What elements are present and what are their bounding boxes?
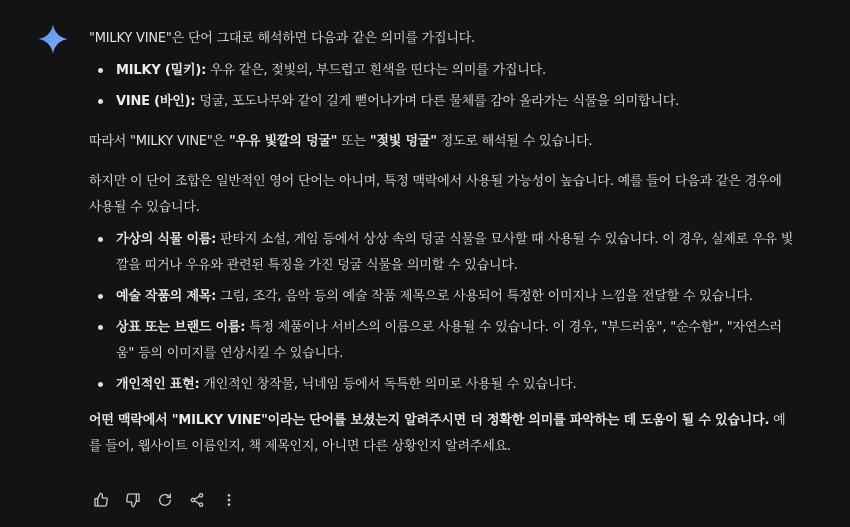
term-desc: 우유 같은, 젖빛의, 부드럽고 흰색을 띤다는 의미를 가집니다. — [206, 63, 546, 78]
list-item — [89, 227, 794, 279]
more-vert-icon — [221, 492, 237, 508]
response-actions — [89, 488, 241, 512]
share-icon — [189, 492, 205, 508]
thumbs-down-button[interactable] — [121, 488, 145, 512]
use-desc: 개인적인 창작물, 닉네임 등에서 독특한 의미로 사용될 수 있습니다. — [199, 377, 577, 392]
use-label: 상표 또는 브랜드 이름: — [116, 320, 246, 335]
list-item — [89, 284, 794, 310]
usage-list — [89, 227, 794, 398]
list-item — [89, 58, 794, 84]
list-item — [89, 372, 794, 398]
summary-text: 따라서 "MILKY VINE"은 — [89, 134, 229, 149]
response-body — [89, 26, 794, 460]
term-label: MILKY (밀키): — [116, 63, 207, 78]
summary-bold-2: "젖빛 덩굴" — [369, 134, 437, 149]
summary-bold-1: "우유 빛깔의 덩굴" — [228, 134, 338, 149]
redo-icon — [157, 492, 173, 508]
term-desc: 덩굴, 포도나무와 같이 길게 뻗어나가며 다른 물체를 감아 올라가는 식물을 의미합니다. — [195, 94, 680, 109]
use-desc: 그림, 조각, 음악 등의 예술 작품 제목으로 사용되어 특정한 이미지나 느낌을 전달할 수 있습니다. — [216, 289, 753, 304]
summary-text: 또는 — [337, 134, 370, 149]
thumbs-up-icon — [93, 492, 109, 508]
context-paragraph: 하지만 이 단어 조합은 일반적인 영어 단어는 아니며, 특정 맥락에서 사용될 가능성이 높습니다. 예를 들어 다음과 같은 경우에 사용될 수 있습니다. — [89, 174, 782, 215]
use-label: 가상의 식물 이름: — [116, 232, 217, 247]
more-options-button[interactable] — [217, 488, 241, 512]
use-label: 개인적인 표현: — [116, 377, 200, 392]
summary-paragraph — [89, 129, 794, 155]
use-desc: 판타지 소설, 게임 등에서 상상 속의 덩굴 식물을 묘사할 때 사용될 수 있습니다. 이 경우, 실제로 우유 빛깔을 띠거나 우유와 관련된 특징을 가진 덩굴 식물을 의미할 수 있습니다. — [116, 232, 794, 273]
closing-paragraph — [89, 408, 794, 460]
list-item — [89, 315, 794, 367]
regenerate-button[interactable] — [153, 488, 177, 512]
closing-text: 예를 들어, 웹사이트 이름인지, 책 제목인지, 아니면 다른 상황인지 알려주세요. — [89, 413, 786, 454]
term-label: VINE (바인): — [116, 94, 196, 109]
use-label: 예술 작품의 제목: — [116, 289, 217, 304]
thumbs-down-icon — [125, 492, 141, 508]
share-button[interactable] — [185, 488, 209, 512]
intro-paragraph: "MILKY VINE"은 단어 그대로 해석하면 다음과 같은 의미를 가집니다. — [89, 31, 475, 46]
literal-meaning-list — [89, 58, 794, 115]
gemini-sparkle-icon — [38, 24, 68, 54]
use-desc: 특정 제품이나 서비스의 이름으로 사용될 수 있습니다. 이 경우, "부드러움", "순수함", "자연스러움" 등의 이미지를 연상시킬 수 있습니다. — [116, 320, 782, 361]
summary-text: 정도로 해석될 수 있습니다. — [436, 134, 593, 149]
thumbs-up-button[interactable] — [89, 488, 113, 512]
closing-bold: 어떤 맥락에서 "MILKY VINE"이라는 단어를 보셨는지 알려주시면 더 정확한 의미를 파악하는 데 도움이 될 수 있습니다. — [89, 413, 770, 428]
list-item — [89, 89, 794, 115]
